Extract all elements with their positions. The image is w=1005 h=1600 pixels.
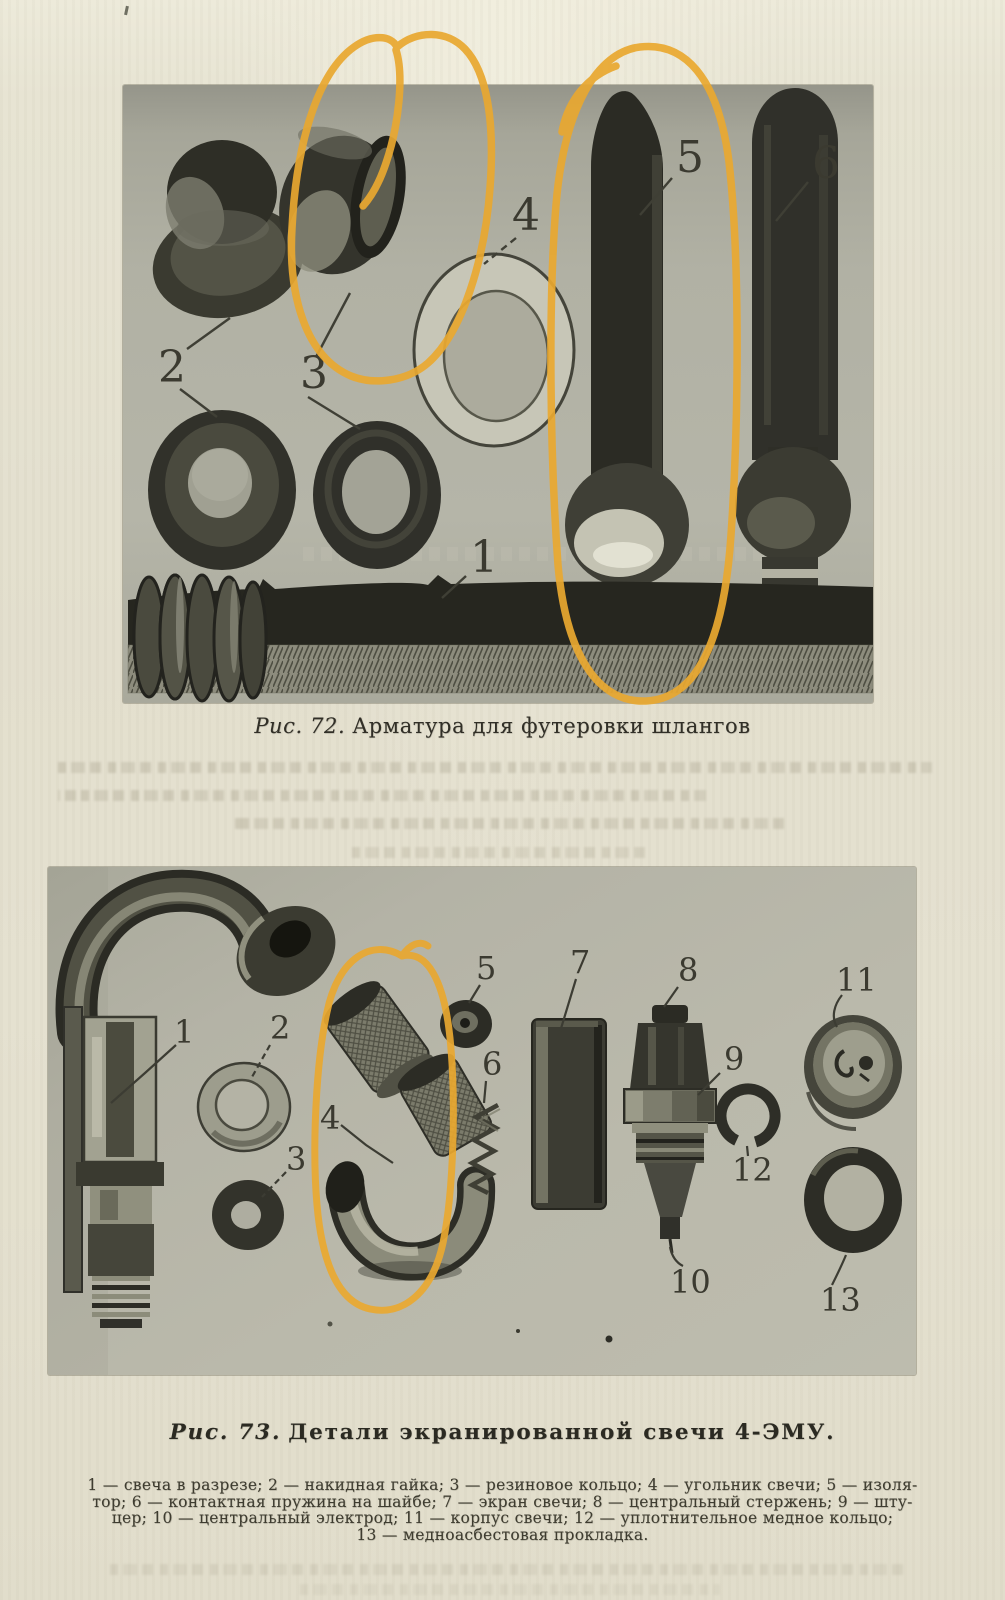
fig72-label-6: 6 (812, 138, 840, 189)
bleed-through-line (58, 790, 706, 801)
fig73-part-union-nut-2 (198, 1063, 290, 1151)
fig72-label-4: 4 (512, 190, 540, 241)
figure-72-title: Арматура для футеровки шлангов (352, 714, 751, 738)
figure-73-drawing (48, 867, 916, 1375)
fig73-part-screen-7 (532, 1019, 606, 1209)
fig72-label-2: 2 (158, 342, 186, 393)
figure-73-number: Рис. 73. (169, 1420, 282, 1445)
figure-72-caption (0, 714, 1005, 738)
fig73-label-5: 5 (476, 949, 497, 987)
legend-line-2: тор; 6 — контактная пружина на шайбе; 7 — экран свечи; 8 — центральный стержень; 9 — шту- (92, 1492, 913, 1511)
fig73-label-2: 2 (270, 1009, 291, 1047)
fig73-label-13: 13 (820, 1281, 861, 1319)
bleed-through-line (352, 847, 652, 858)
paper-speck (124, 6, 129, 15)
figure-73-photo (48, 867, 916, 1375)
fig73-label-7: 7 (570, 943, 591, 981)
fig73-part-rubber-ring-3 (212, 1180, 284, 1250)
fig72-part-hose-1 (128, 575, 873, 701)
bleed-through-line (232, 818, 788, 829)
fig72-part-washer-2 (148, 410, 296, 570)
figure-72-drawing (123, 85, 873, 703)
fig72-label-5: 5 (676, 132, 704, 183)
photo-speck (516, 1329, 520, 1333)
figure-73-title: Детали экранированной свечи 4-ЭМУ. (288, 1420, 836, 1445)
fig73-label-8: 8 (678, 951, 699, 989)
legend-line-3: цер; 10 — центральный электрод; 11 — корпус свечи; 12 — уплотнительное медное кольцо; (111, 1509, 894, 1527)
fig73-part-insulator-5 (440, 1000, 492, 1048)
fig73-label-1: 1 (174, 1013, 195, 1051)
bleed-through-line (300, 1584, 720, 1595)
legend-line-4: 13 — медноасбестовая прокладка. (356, 1525, 649, 1544)
figure-72-number: Рис. 72. (254, 714, 346, 738)
fig73-label-12: 12 (732, 1151, 773, 1189)
fig72-label-3: 3 (300, 348, 328, 399)
bleed-through-line (110, 1564, 910, 1575)
figure-72-photo (123, 85, 873, 703)
fig73-label-11: 11 (836, 961, 877, 999)
fig73-label-9: 9 (724, 1040, 745, 1078)
bleed-through-line (58, 762, 932, 773)
photo-speck (606, 1336, 613, 1343)
fig72-label-1: 1 (470, 532, 498, 583)
fig73-label-6: 6 (482, 1045, 503, 1083)
fig72-part-ring-3 (313, 421, 441, 569)
legend-line-1: 1 — свеча в разрезе; 2 — накидная гайка; 3 — резиновое кольцо; 4 — угольник свечи; 5 — изоля- (87, 1476, 918, 1494)
photo-speck (328, 1322, 333, 1327)
fig73-label-10: 10 (670, 1263, 711, 1301)
fig72-part-white-ring-4 (414, 254, 574, 446)
fig73-label-4: 4 (320, 1099, 341, 1137)
figure-73-caption (0, 1420, 1005, 1445)
figure-73-legend (0, 1477, 1005, 1543)
fig73-part-gasket-13 (804, 1147, 902, 1253)
fig73-label-3: 3 (286, 1140, 307, 1178)
